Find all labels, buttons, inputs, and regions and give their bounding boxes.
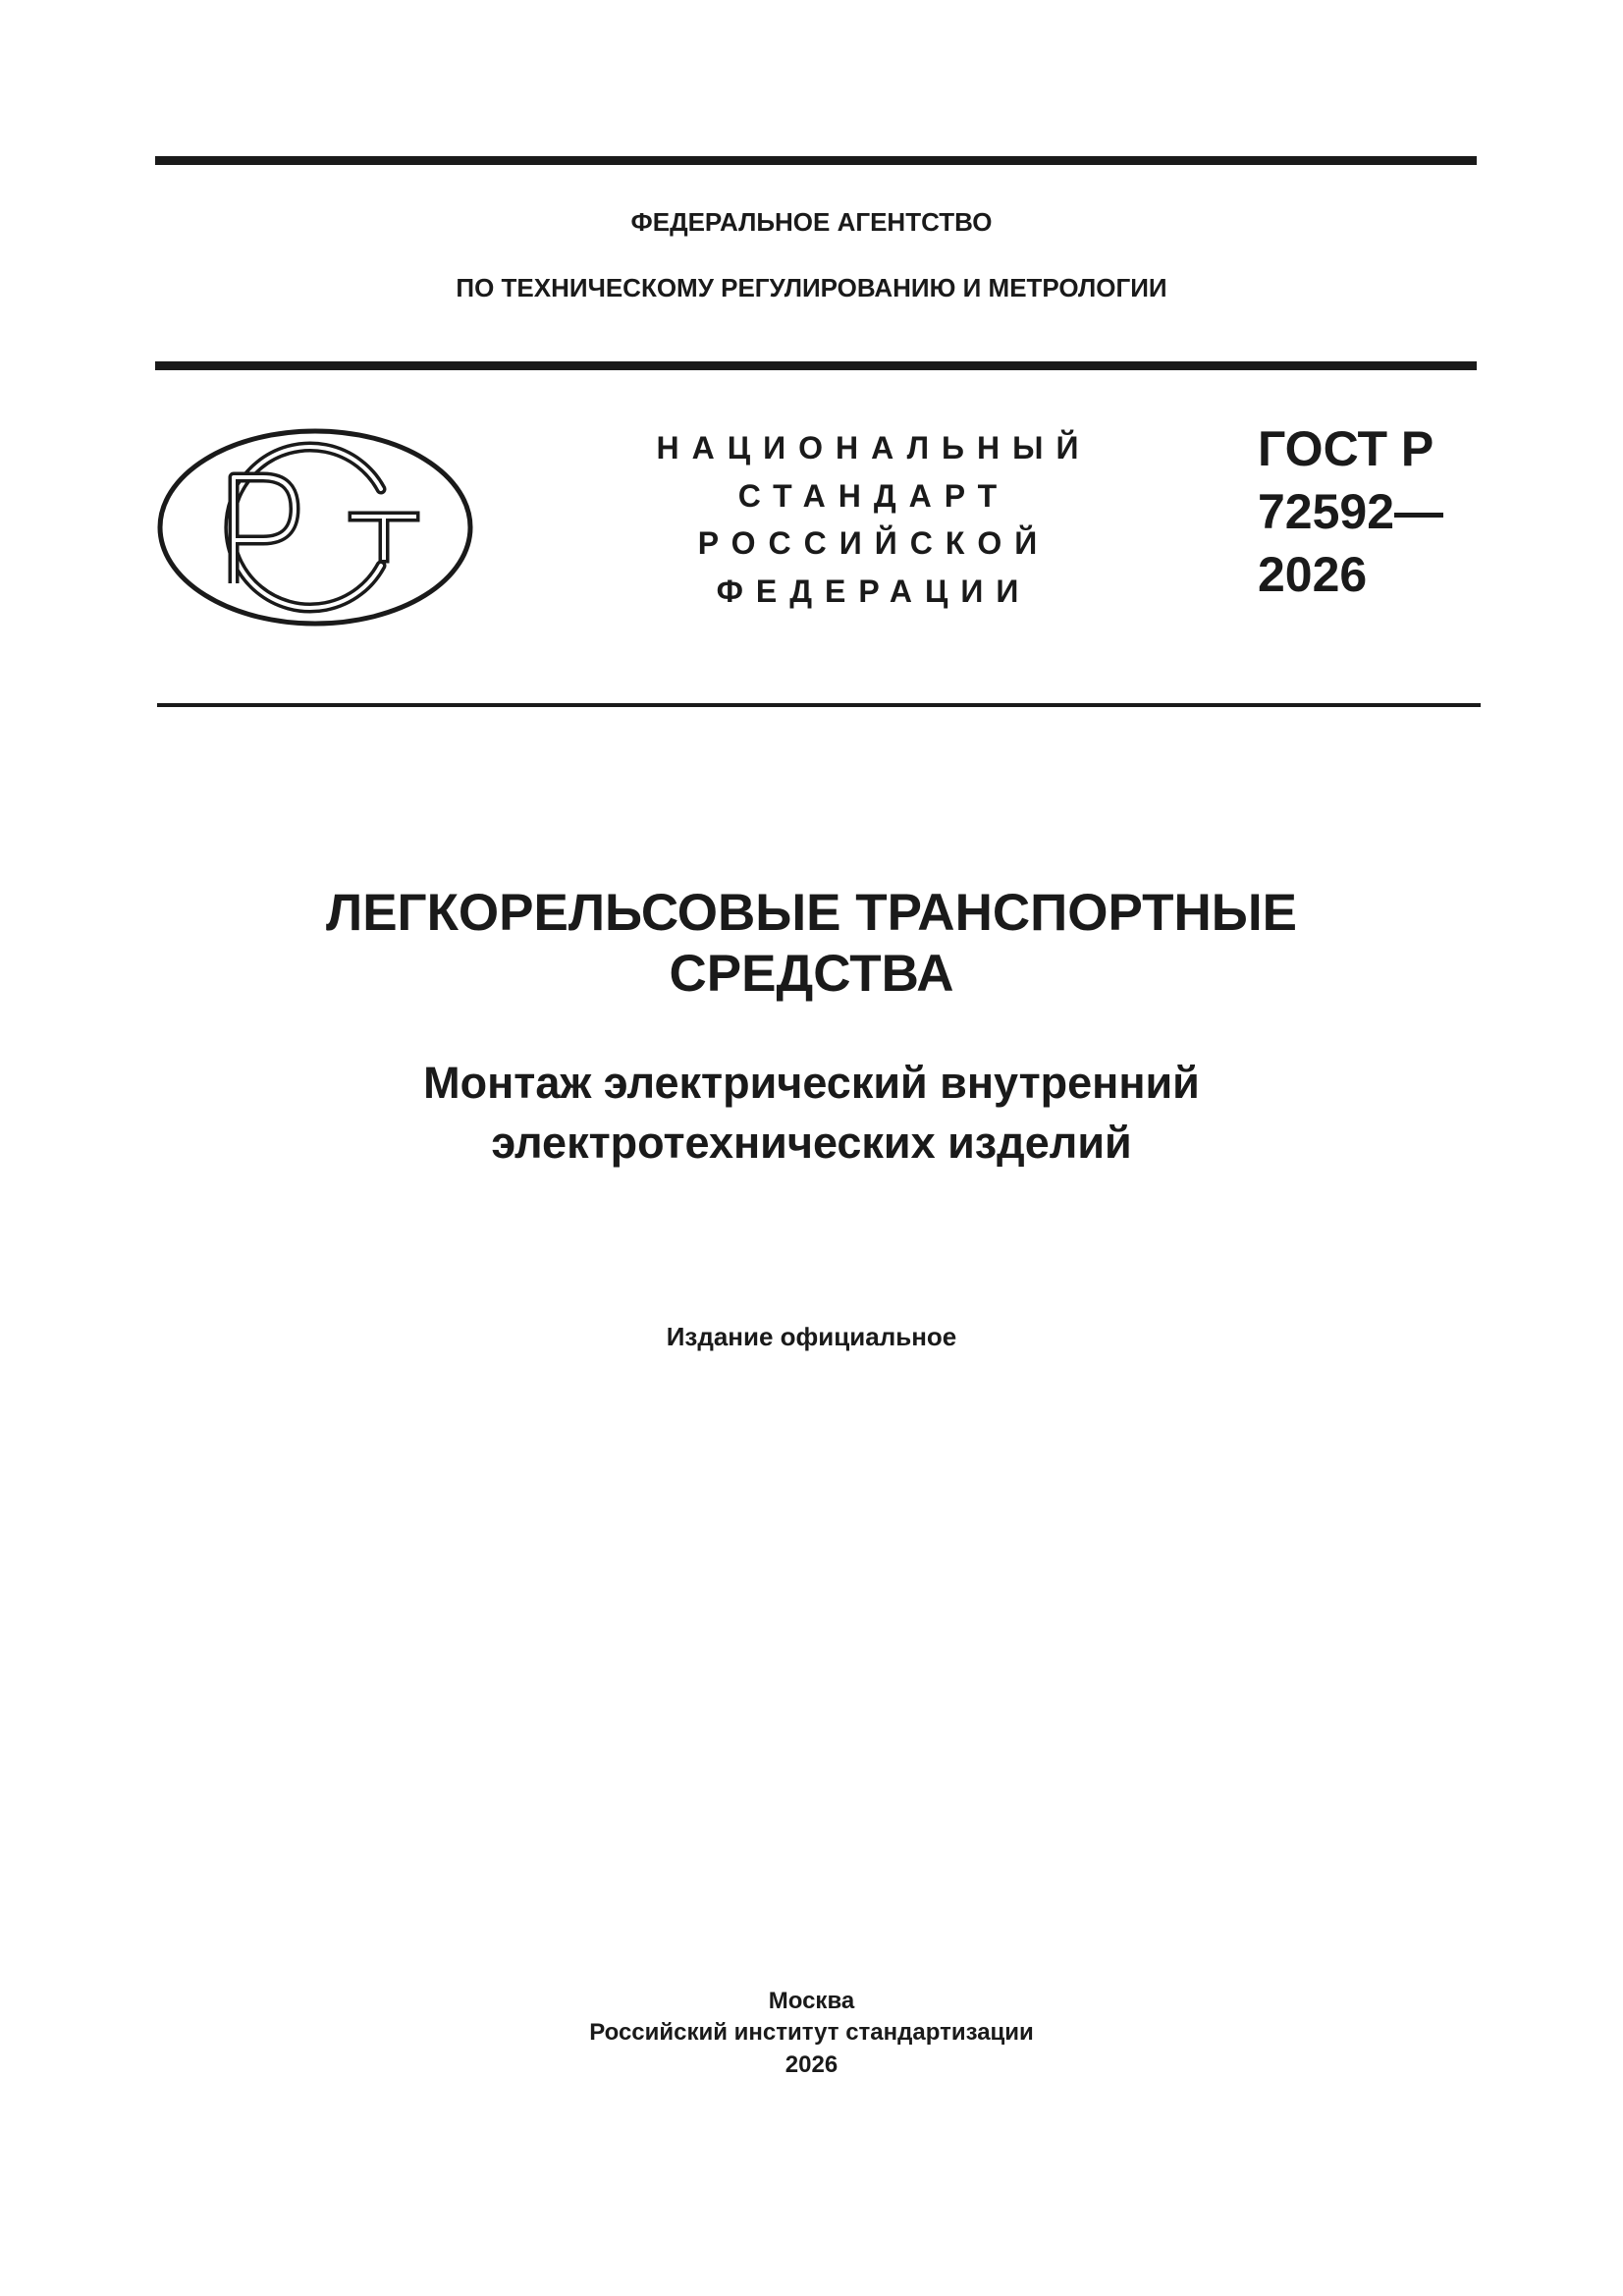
agency-name-line1: ФЕДЕРАЛЬНОЕ АГЕНТСТВО [630, 207, 993, 237]
standard-type [628, 424, 1119, 615]
document-title-line1: ЛЕГКОРЕЛЬСОВЫЕ ТРАНСПОРТНЫЕ [326, 884, 1297, 942]
agency-name-line2: ПО ТЕХНИЧЕСКОМУ РЕГУЛИРОВАНИЮ И МЕТРОЛОГИИ [456, 273, 1167, 302]
standard-designation [1258, 417, 1443, 606]
rst-logo-icon [157, 428, 473, 627]
standard-type-line3: РОССИЙСКОЙ [697, 525, 1051, 561]
top-rule [155, 156, 1477, 165]
imprint-publisher: Российский институт стандартизации [589, 2019, 1034, 2046]
standard-type-line2: СТАНДАРТ [737, 477, 1010, 514]
imprint-city: Москва [768, 1988, 855, 2014]
middle-rule [155, 361, 1477, 370]
edition-note: Издание официальное [666, 1322, 957, 1351]
standard-type-line1: НАЦИОНАЛЬНЫЙ [656, 430, 1092, 465]
imprint-year: 2026 [784, 2051, 839, 2078]
designation-line3: 2026 [1258, 547, 1368, 602]
lower-rule [157, 703, 1481, 707]
document-subtitle-line1: Монтаж электрический внутренний [423, 1058, 1200, 1108]
designation-line2: 72592— [1258, 484, 1444, 539]
document-subtitle-line2: электротехнических изделий [491, 1118, 1132, 1168]
designation-line1: ГОСТ Р [1258, 421, 1434, 476]
standard-type-line4: ФЕДЕРАЦИИ [716, 573, 1032, 609]
document-title-line2: СРЕДСТВА [669, 945, 954, 1003]
